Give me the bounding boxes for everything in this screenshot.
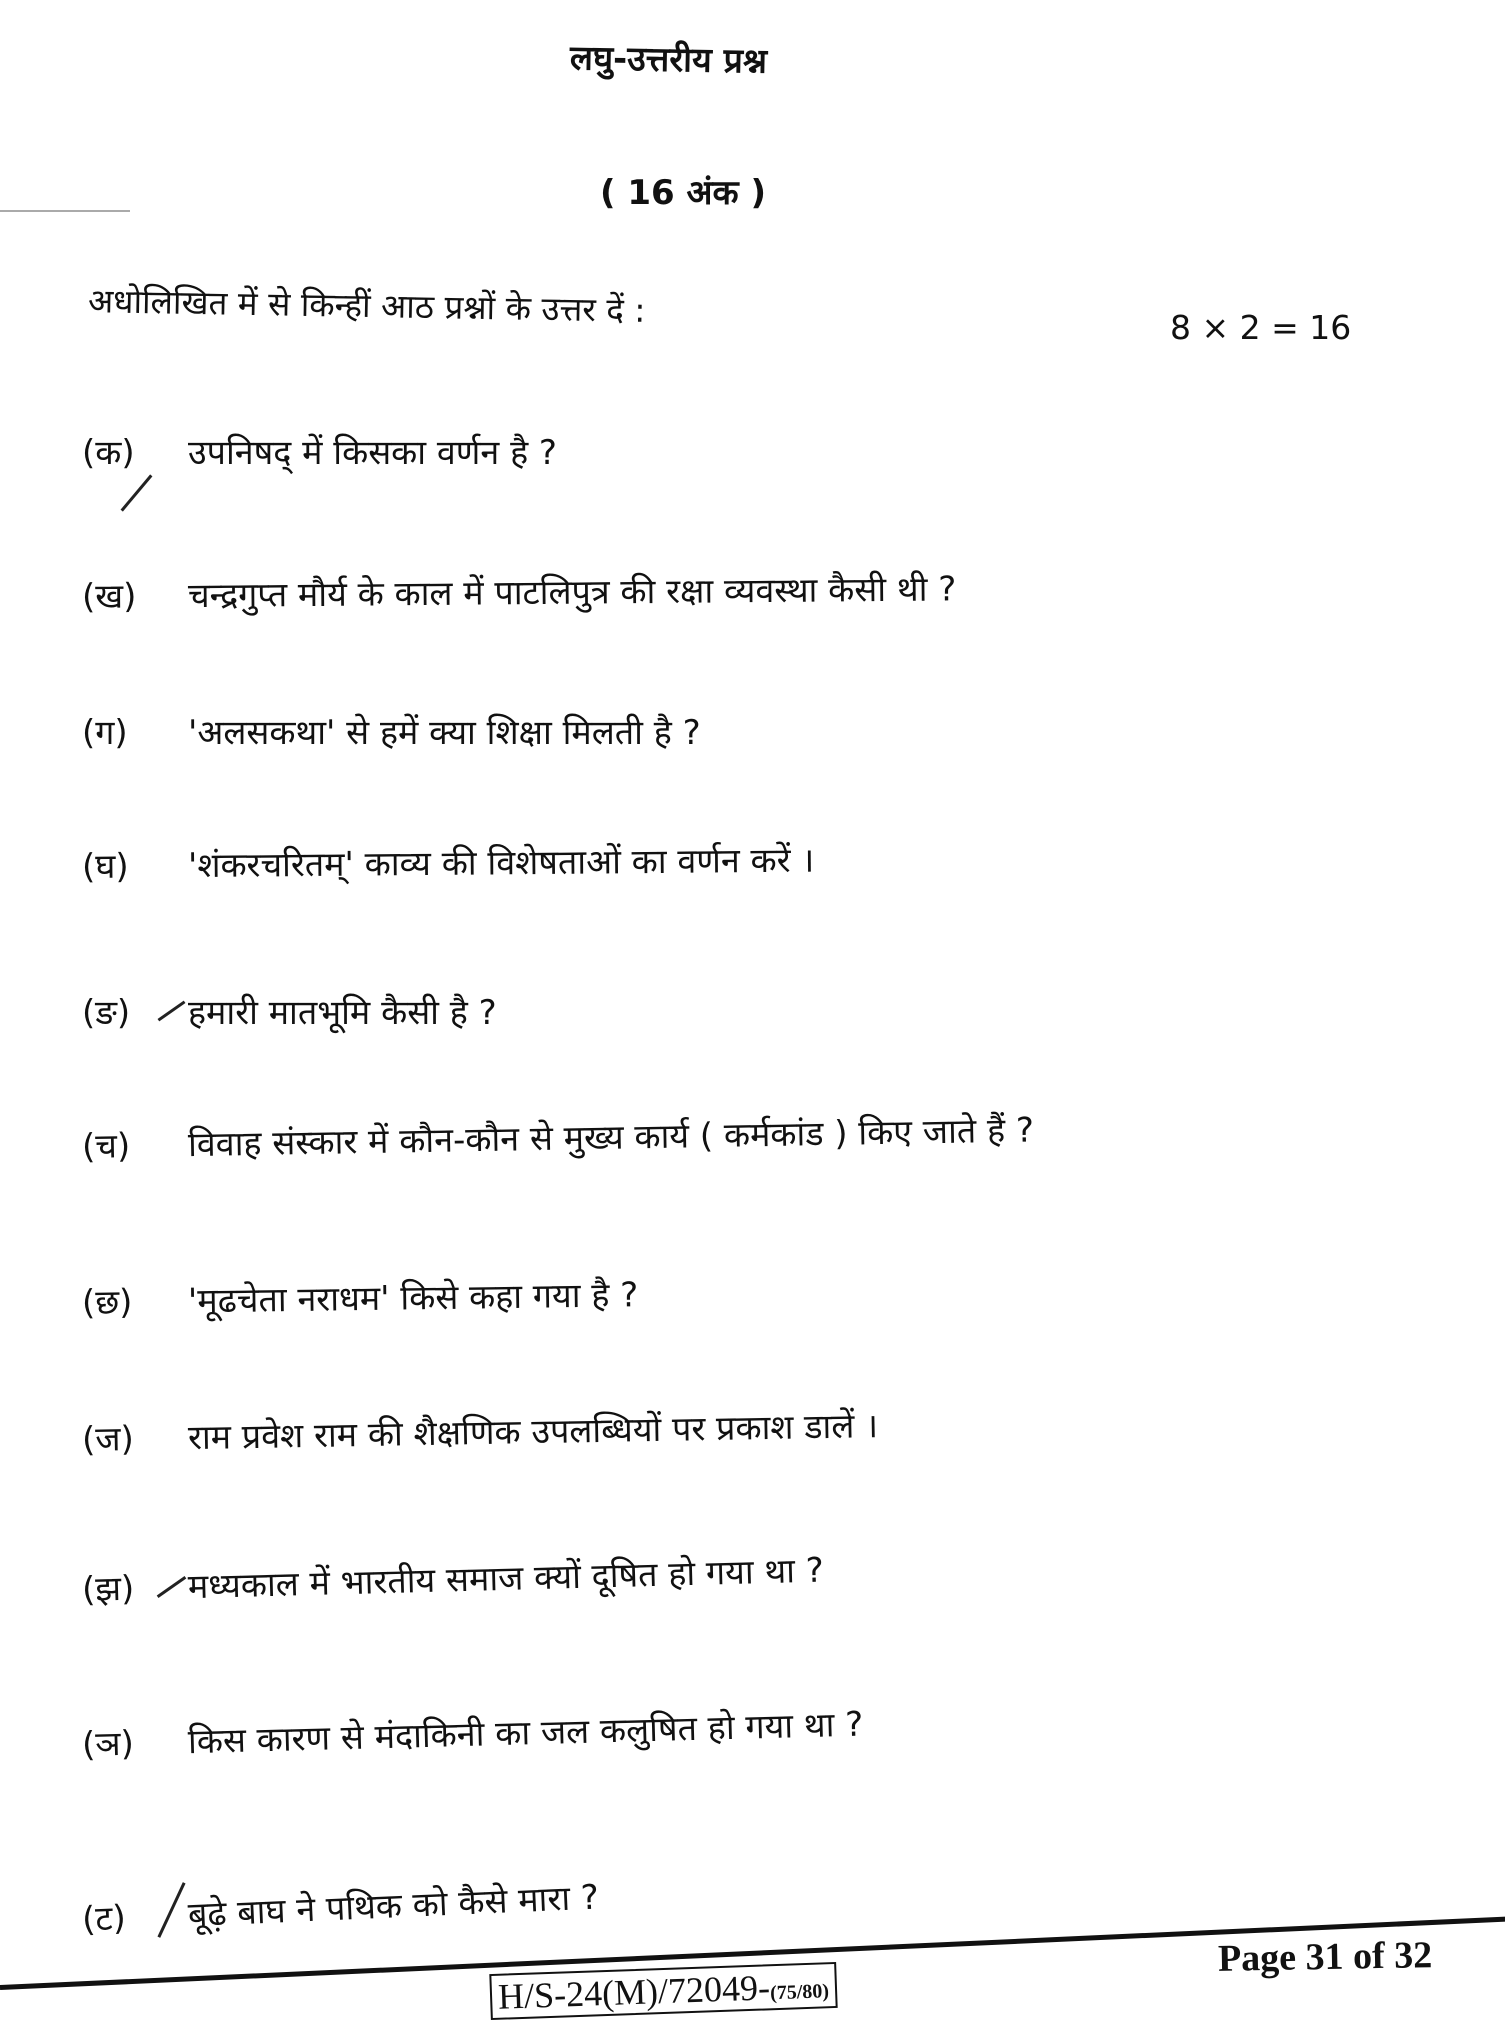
marks-formula: 8 × 2 = 16	[1170, 308, 1352, 347]
question-label: (ख)	[81, 576, 137, 617]
question-label: (ट)	[81, 1898, 127, 1940]
question-item	[82, 1401, 879, 1461]
question-text: चन्द्रगुप्त मौर्य के काल में पाटलिपुत्र की रक्षा व्यवस्था कैसी थी ?	[187, 569, 957, 617]
paper-code-main: H/S-24(M)/72049-	[497, 1967, 771, 2017]
question-item	[82, 1270, 639, 1324]
question-label: (ग)	[82, 713, 128, 753]
page-number: Page 31 of 32	[1217, 1934, 1433, 1980]
question-text: राम प्रवेश राम की शैक्षणिक उपलब्धियों पर प्रकाश डालें ।	[187, 1406, 879, 1459]
question-text: किस कारण से मंदाकिनी का जल कलुषित हो गया था ?	[187, 1704, 864, 1763]
question-text: मध्यकाल में भारतीय समाज क्यों दूषित हो गया था ?	[187, 1550, 825, 1608]
instruction: अधोलिखित में से किन्हीं आठ प्रश्नों के उत्तर दें :	[87, 281, 646, 330]
question-text: 'मूढचेता नराधम' किसे कहा गया है ?	[187, 1275, 639, 1322]
question-text: विवाह संस्कार में कौन-कौन से मुख्य कार्य ( कर्मकांड ) किए जाते हैं ?	[187, 1110, 1035, 1166]
question-item	[82, 1105, 1035, 1168]
question-label: (छ)	[81, 1282, 133, 1323]
question-label: (ञ)	[81, 1723, 135, 1765]
question-item	[82, 708, 701, 754]
margin-line	[0, 210, 130, 212]
question-label: (झ)	[81, 1568, 135, 1610]
question-text: बूढ़े बाघ ने पथिक को कैसे मारा ?	[187, 1877, 600, 1936]
question-item	[82, 988, 497, 1034]
question-text: 'अलसकथा' से हमें क्या शिक्षा मिलती है ?	[188, 713, 701, 753]
question-label: (च)	[81, 1126, 131, 1167]
paper-code	[489, 1962, 837, 2020]
question-label: (ङ)	[82, 993, 131, 1033]
paper-code-suffix: (75/80)	[769, 1980, 830, 2005]
question-item	[82, 428, 557, 474]
section-title: लघु-उत्तरीय प्रश्न	[569, 38, 768, 82]
question-item	[82, 836, 815, 888]
section-marks: ( 16 अंक )	[600, 173, 766, 213]
question-label: (क)	[82, 433, 135, 473]
question-item	[82, 564, 957, 618]
question-label: (घ)	[81, 846, 129, 887]
question-text: हमारी मातभूमि कैसी है ?	[188, 993, 497, 1033]
question-label: (ज)	[81, 1419, 135, 1460]
question-item	[81, 1700, 863, 1766]
question-item	[81, 1546, 824, 1611]
question-text: 'शंकरचरितम्' काव्य की विशेषताओं का वर्णन करें ।	[187, 840, 815, 887]
question-text: उपनिषद् में किसका वर्णन है ?	[188, 433, 557, 473]
check-mark-icon	[121, 474, 153, 511]
